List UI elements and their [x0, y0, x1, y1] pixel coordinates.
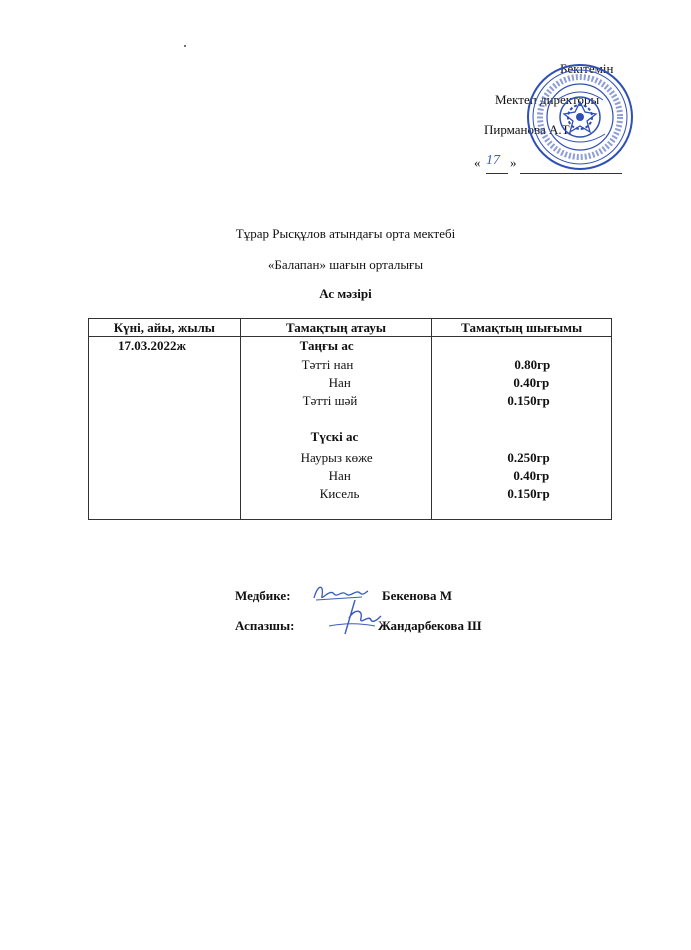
- date-underline: [486, 173, 508, 174]
- header-dish-name: Тамақтың атауы: [240, 319, 432, 337]
- dish-item: Наурыз көже: [300, 450, 373, 465]
- cook-role-label: Аспазшы:: [235, 618, 295, 633]
- approval-date-day: 17: [486, 153, 500, 168]
- dish-item: Кисель: [319, 486, 360, 501]
- breakfast-label: Таңғы ас: [299, 338, 354, 353]
- nurse-name: Бекенова М: [382, 588, 453, 603]
- header-date: Күні, айы, жылы: [89, 319, 241, 337]
- approval-date-open: «: [474, 155, 481, 170]
- menu-title: Ас мәзірі: [319, 286, 372, 301]
- header-portion: Тамақтың шығымы: [432, 319, 612, 337]
- date-month-underline: [520, 173, 622, 174]
- stray-dot: [184, 45, 186, 47]
- approval-date-close: »: [510, 155, 517, 170]
- center-name: «Балапан» шағын орталығы: [267, 257, 424, 272]
- nurse-role-label: Медбике:: [235, 588, 291, 603]
- portion-value: 0.250гр: [507, 450, 550, 465]
- table-row: [89, 337, 612, 520]
- dish-item: Тәтті нан: [301, 357, 354, 372]
- approval-line-position: Мектеп директоры: [495, 92, 600, 107]
- school-name: Тұрар Рысқұлов атындағы орта мектебі: [235, 226, 456, 241]
- portion-value: 0.40гр: [513, 375, 550, 390]
- menu-table: [88, 318, 612, 520]
- approval-line-approve: Бекітемін: [560, 61, 614, 76]
- cook-name: Жандарбекова Ш: [378, 618, 482, 633]
- cook-signature: [325, 596, 385, 640]
- portion-value: 0.150гр: [507, 486, 550, 501]
- cell-dishes: [240, 337, 432, 520]
- portion-value: 0.80гр: [514, 357, 551, 372]
- table-header-row: [89, 319, 612, 337]
- approval-line-name: Пирманова А.Т.: [484, 122, 572, 137]
- lunch-label: Түскі ас: [310, 429, 359, 444]
- menu-date: 17.03.2022ж: [118, 338, 186, 353]
- portion-value: 0.40гр: [513, 468, 550, 483]
- cell-date: [89, 337, 241, 520]
- portion-value: 0.150гр: [507, 393, 550, 408]
- cell-portions: [432, 337, 612, 520]
- official-stamp-seal: [525, 62, 635, 172]
- dish-item: Нан: [328, 468, 351, 483]
- dish-item: Нан: [328, 375, 351, 390]
- dish-item: Тәтті шәй: [302, 393, 358, 408]
